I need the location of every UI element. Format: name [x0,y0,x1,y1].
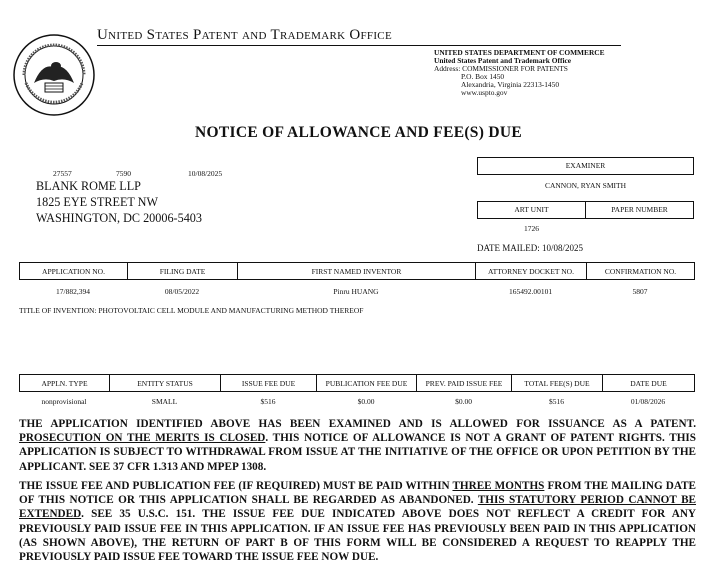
filing-date-value: 08/05/2022 [164,287,200,296]
header-first-inventor: FIRST NAMED INVENTOR [238,263,476,280]
header-publication-fee-due: PUBLICATION FEE DUE [317,375,417,392]
notice-title: NOTICE OF ALLOWANCE AND FEE(S) DUE [195,124,522,141]
paragraph1-text-b: . THIS NOTICE OF ALLOWANCE IS NOT A GRANT OF PATENT RIGHTS. THIS APPLICATION IS SUBJECT TO WITHDRAWAL FROM ISSUE AT THE INITIATIVE OF THE OFFICE OR UPON PETITION BY THE APPLICANT. SEE 37 CFR 1.313 AND MPEP 1308. [19,432,696,473]
header-confirmation-no: CONFIRMATION NO. [587,263,695,280]
first-inventor-value: Pinru HUANG [333,287,379,296]
paragraph2-text-b: FROM THE MAILING DATE OF THIS NOTICE OR THIS APPLICATION SHALL BE REGARDED AS ABANDONED. [19,480,696,507]
dept-line-2: United States Patent and Trademark Office [434,56,572,65]
application-no-value: 17/882,394 [56,287,90,296]
fee-header-row [20,375,695,392]
fee-deadline-paragraph [19,479,696,564]
address-line-2: P.O. Box 1450 [461,72,505,81]
header-issue-fee-due: ISSUE FEE DUE [221,375,317,392]
art-unit-value: 1726 [524,224,539,233]
correspondence-date: 10/08/2025 [188,169,223,178]
header-application-no: APPLICATION NO. [20,263,128,280]
address-row [434,65,605,73]
office-title: United States Patent and Trademark Office [97,27,392,43]
appln-type-value: nonprovisional [41,397,87,406]
correspondence-code: 7590 [116,169,131,178]
correspondence-address [36,178,202,226]
firm-street: 1825 EYE STREET NW [36,195,158,209]
customer-number: 27557 [53,169,72,178]
header-attorney-docket: ATTORNEY DOCKET NO. [476,263,587,280]
address-label: Address: [434,64,461,73]
application-info-table [19,262,695,280]
entity-status-value: SMALL [151,397,178,406]
application-header-row [20,263,695,280]
header-prev-paid-issue-fee: PREV. PAID ISSUE FEE [417,375,512,392]
header-date-due: DATE DUE [603,375,695,392]
examiner-label: EXAMINER [565,161,606,170]
department-address-block [434,49,605,97]
firm-name: BLANK ROME LLP [36,179,141,193]
paper-number-label-box [585,201,694,219]
issue-fee-due-value: $516 [260,397,276,406]
paragraph1-text-a: THE APPLICATION IDENTIFIED ABOVE HAS BEEN EXAMINED AND IS ALLOWED FOR ISSUANCE AS A PATENT. [19,418,696,430]
address-line-1: COMMISSIONER FOR PATENTS [462,64,568,73]
prosecution-closed-text: PROSECUTION ON THE MERITS IS CLOSED [19,432,266,445]
prev-paid-issue-fee-value: $0.00 [455,397,472,406]
examiner-name: CANNON, RYAN SMITH [544,181,627,190]
statutory-period-text: THIS STATUTORY PERIOD CANNOT BE EXTENDED [19,494,697,521]
publication-fee-due-value: $0.00 [357,397,375,406]
total-fees-due-value: $516 [549,397,564,406]
address-line-3: Alexandria, Virginia 22313-1450 [461,80,560,89]
attorney-docket-value: 165492.00101 [508,287,553,296]
fee-table [19,374,695,392]
header-filing-date: FILING DATE [128,263,238,280]
header-divider [97,45,621,46]
header-total-fees-due: TOTAL FEE(S) DUE [512,375,603,392]
date-due-value: 01/08/2026 [630,397,666,406]
title-of-invention: TITLE OF INVENTION: PHOTOVOLTAIC CELL MODULE AND MANUFACTURING METHOD THEREOF [19,306,364,315]
dept-line-1: UNITED STATES DEPARTMENT OF COMMERCE [434,48,605,57]
three-months-text: THREE MONTHS [452,480,545,492]
paragraph2-text-c: . SEE 35 U.S.C. 151. THE ISSUE FEE DUE INDICATED ABOVE DOES NOT REFLECT A CREDIT FOR ANY PREVIOUSLY PAID ISSUE FEE IN THIS APPLICATION. IF AN ISSUE FEE HAS PREVIOUSLY BEEN PAID IN THIS APPLICATION (AS SHOWN ABOVE), THE RETURN OF PART B OF THIS FORM WILL BE CONSIDERED A REQUEST TO REAPPLY THE PREVIOUSLY PAID ISSUE FEE TOWARD THE ISSUE FEE NOW DUE. [19,508,696,564]
header-appln-type: APPLN. TYPE [20,375,110,392]
art-unit-label-box [477,201,586,219]
date-mailed: DATE MAILED: 10/08/2025 [477,243,583,253]
uspto-seal-icon [12,33,96,117]
address-line-4: www.uspto.gov [461,88,508,97]
confirmation-no-value: 5807 [632,287,648,296]
firm-city: WASHINGTON, DC 20006-5403 [36,211,202,225]
art-unit-label: ART UNIT [514,205,549,214]
examiner-label-box [477,157,694,175]
allowance-paragraph [19,417,696,474]
paragraph2-text-a: THE ISSUE FEE AND PUBLICATION FEE (IF REQUIRED) MUST BE PAID WITHIN [19,480,453,492]
paper-number-label: PAPER NUMBER [611,205,668,214]
header-entity-status: ENTITY STATUS [110,375,221,392]
